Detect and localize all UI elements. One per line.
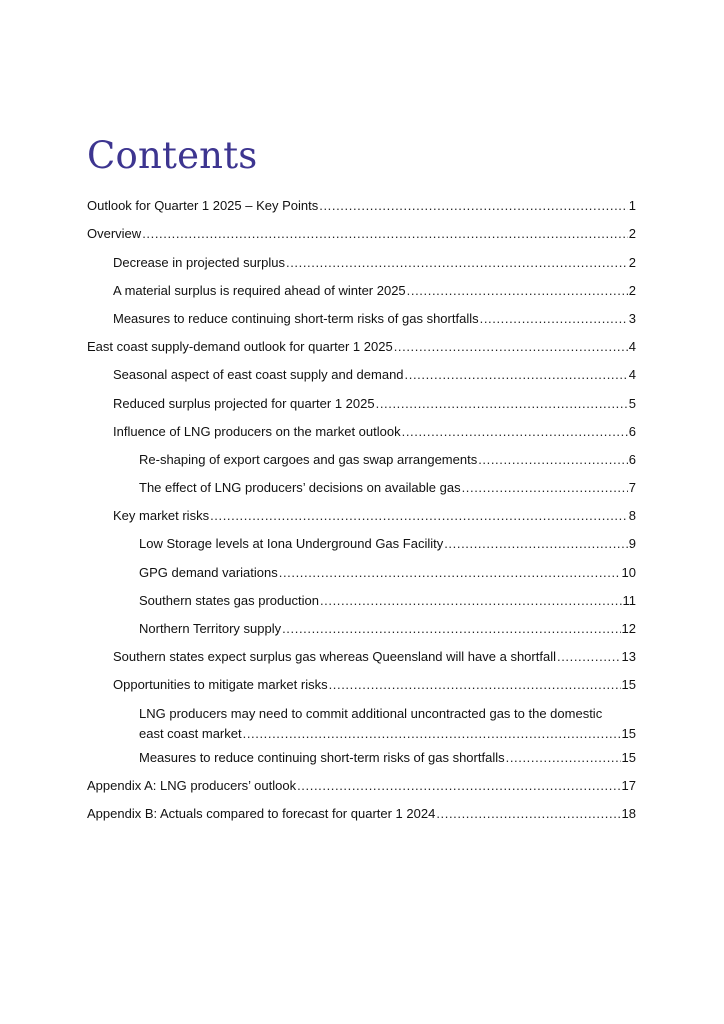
toc-entry[interactable] [113, 676, 636, 694]
toc-page-number: 2 [628, 255, 636, 270]
toc-leader-dots [480, 310, 628, 328]
toc-entry-text: Low Storage levels at Iona Underground Gas Facility [139, 536, 444, 551]
toc-leader-dots [478, 451, 628, 469]
toc-leader-dots [436, 805, 620, 823]
toc-page-number: 13 [621, 649, 636, 664]
toc-page-number: 15 [621, 677, 636, 692]
toc-entry[interactable] [139, 620, 636, 638]
toc-entry-text: Re-shaping of export cargoes and gas swap arrangements [139, 452, 478, 467]
toc-entry-text: Measures to reduce continuing short-term risks of gas shortfalls [113, 311, 479, 326]
toc-entry-text: GPG demand variations [139, 565, 278, 580]
toc-entry-text: Overview [87, 226, 142, 241]
toc-leader-dots [279, 564, 621, 582]
toc-leader-dots [286, 254, 628, 272]
toc-entry[interactable] [113, 395, 636, 413]
toc-leader-dots [210, 507, 628, 525]
toc-entry-text: Appendix A: LNG producers’ outlook [87, 778, 297, 793]
toc-entry[interactable] [113, 254, 636, 272]
toc-page-number: 8 [628, 508, 636, 523]
toc-page-number: 18 [621, 806, 636, 821]
toc-page-number: 1 [628, 198, 636, 213]
toc-page-number: 4 [628, 339, 636, 354]
toc-page-number: 2 [628, 283, 636, 298]
toc-page-number: 2 [628, 226, 636, 241]
toc-page-number: 6 [628, 424, 636, 439]
toc-leader-dots [319, 197, 628, 215]
toc-page-number: 11 [622, 593, 636, 608]
toc-leader-dots [329, 676, 621, 694]
toc-entry[interactable] [139, 451, 636, 469]
toc-entry-text: Seasonal aspect of east coast supply and demand [113, 367, 404, 382]
toc-entry-text: Decrease in projected surplus [113, 255, 285, 270]
toc-entry-text: Key market risks [113, 508, 210, 523]
toc-leader-dots [402, 423, 628, 441]
page-title: Contents [87, 134, 258, 177]
toc-leader-dots [320, 592, 622, 610]
toc-page-number: 12 [621, 621, 636, 636]
toc-entry[interactable] [139, 535, 636, 553]
toc-entry[interactable] [139, 479, 636, 497]
toc-page-number: 6 [628, 452, 636, 467]
toc-entry[interactable] [139, 592, 636, 610]
toc-page-number: 9 [628, 536, 636, 551]
toc-entry[interactable] [139, 749, 636, 767]
toc-entry-text: Influence of LNG producers on the market outlook [113, 424, 401, 439]
toc-entry-text-line1: LNG producers may need to commit additional uncontracted gas to the domestic [139, 706, 603, 721]
toc-entry[interactable] [113, 366, 636, 384]
toc-leader-dots [462, 479, 628, 497]
toc-entry[interactable] [113, 310, 636, 328]
toc-entry[interactable] [113, 423, 636, 441]
toc-entry[interactable] [113, 648, 636, 666]
toc-page-number: 17 [621, 778, 636, 793]
toc-entry-text: Southern states gas production [139, 593, 319, 608]
toc-entry-text: Outlook for Quarter 1 2025 – Key Points [87, 198, 319, 213]
toc-page-number: 15 [621, 750, 636, 765]
toc-leader-dots [405, 366, 628, 384]
toc-leader-dots [444, 535, 628, 553]
toc-entry[interactable] [139, 564, 636, 582]
toc-entry-text: Opportunities to mitigate market risks [113, 677, 328, 692]
toc-entry[interactable] [113, 507, 636, 525]
toc-page-number: 4 [628, 367, 636, 382]
toc-leader-dots [142, 225, 628, 243]
toc-leader-dots [506, 749, 621, 767]
toc-entry[interactable] [113, 282, 636, 300]
toc-page-number: 15 [621, 726, 636, 741]
toc-entry[interactable] [87, 225, 636, 243]
toc-entry-text: A material surplus is required ahead of winter 2025 [113, 283, 406, 298]
toc-leader-dots [557, 648, 621, 666]
toc-page-number: 5 [628, 396, 636, 411]
toc-entry[interactable] [87, 777, 636, 795]
toc-leader-dots [243, 725, 621, 743]
toc-entry-text: The effect of LNG producers’ decisions on available gas [139, 480, 461, 495]
toc-page-number: 3 [628, 311, 636, 326]
toc-entry[interactable] [87, 338, 636, 356]
toc-entry-text: East coast supply-demand outlook for quarter 1 2025 [87, 339, 393, 354]
toc-leader-dots [282, 620, 620, 638]
toc-page-number: 10 [621, 565, 636, 580]
toc-entry[interactable] [87, 805, 636, 823]
toc-entry[interactable] [87, 197, 636, 215]
toc-page-number: 7 [628, 480, 636, 495]
toc-entry-text: Southern states expect surplus gas whereas Queensland will have a shortfall [113, 649, 556, 664]
toc-leader-dots [297, 777, 620, 795]
toc-entry-text: Reduced surplus projected for quarter 1 2025 [113, 396, 375, 411]
toc-entry-text: Appendix B: Actuals compared to forecast for quarter 1 2024 [87, 806, 436, 821]
toc-leader-dots [376, 395, 628, 413]
toc-entry-text: Northern Territory supply [139, 621, 282, 636]
toc-leader-dots [407, 282, 628, 300]
toc-entry-text: east coast market [139, 726, 242, 741]
toc-entry-text: Measures to reduce continuing short-term risks of gas shortfalls [139, 750, 505, 765]
toc-entry-multiline[interactable] [139, 705, 636, 743]
toc-leader-dots [394, 338, 628, 356]
